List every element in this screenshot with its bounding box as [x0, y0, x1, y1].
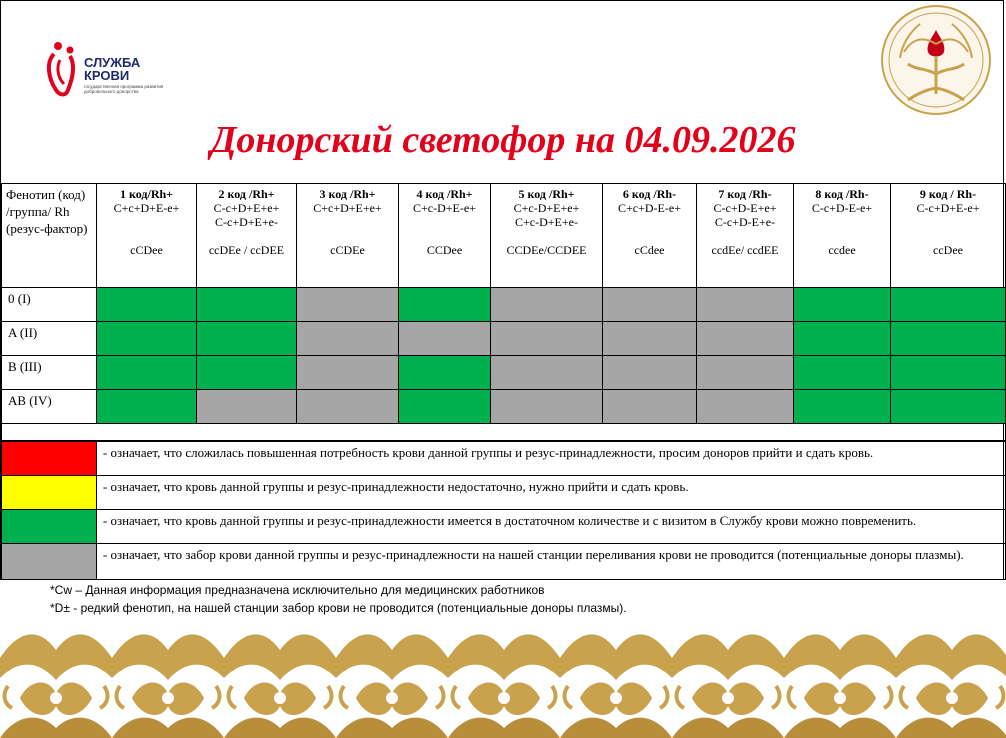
- column-header: 2 код /Rh+ C-c+D+E+e+ C-c+D+E+e- ccDEe / ccDEE: [197, 184, 297, 288]
- column-header: 1 код/Rh+ C+c+D+E-e+ cCDee: [97, 184, 197, 288]
- column-header: 6 код /Rh- C+c+D-E-e+ cCdee: [603, 184, 697, 288]
- status-cell-gray: [697, 322, 794, 356]
- status-cell-gray: [297, 356, 399, 390]
- status-cell-green: [794, 322, 891, 356]
- status-cell-gray: [491, 390, 603, 424]
- blood-group-row: [2, 288, 1006, 322]
- status-cell-gray: [603, 390, 697, 424]
- logo-brand-line2: КРОВИ: [84, 68, 130, 83]
- phenotype-table: [1, 183, 1006, 441]
- status-cell-green: [891, 390, 1006, 424]
- logo-brand-line1: СЛУЖБА: [84, 55, 141, 70]
- logo-subtitle: государственная программа развития добровольного донорства: [84, 84, 164, 94]
- tree-of-life-emblem-icon: [880, 4, 992, 116]
- footnote-d-rare: *D± - редкий фенотип, на нашей станции забор крови не проводится (потенциальные доноры плазмы).: [50, 601, 627, 615]
- legend-row: [2, 544, 1006, 580]
- status-cell-green: [399, 390, 491, 424]
- status-cell-green: [197, 322, 297, 356]
- sluzhba-krovi-logo: [46, 38, 166, 100]
- footnote-cw: *Cw – Данная информация предназначена исключительно для медицинских работников: [50, 583, 545, 597]
- logo-brand: [84, 56, 140, 82]
- ornament-band-icon: [0, 628, 1006, 738]
- status-cell-green: [97, 322, 197, 356]
- status-cell-gray: [603, 356, 697, 390]
- legend-text: - означает, что кровь данной группы и резус-принадлежности недостаточно, нужно прийти и сдать кровь.: [96, 476, 1005, 510]
- status-cell-gray: [491, 288, 603, 322]
- column-header: 3 код /Rh+ C+c+D+E+e+ cCDEe: [297, 184, 399, 288]
- status-cell-gray: [697, 390, 794, 424]
- spacer-row: [2, 424, 1006, 441]
- legend-text: - означает, что кровь данной группы и резус-принадлежности имеется в достаточном количестве и с визитом в Службу крови можно повременить.: [96, 510, 1005, 544]
- column-header: 5 код /Rh+ C+c-D+E+e+ C+c-D+E+e- CCDEe/CCDEE: [491, 184, 603, 288]
- legend-row: [2, 476, 1006, 510]
- status-cell-green: [794, 390, 891, 424]
- status-cell-green: [97, 288, 197, 322]
- status-cell-gray: [603, 322, 697, 356]
- legend-text: - означает, что сложилась повышенная потребность крови данной группы и резус-принадлежности, просим доноров прийти и сдать кровь.: [96, 442, 1005, 476]
- status-cell-gray: [603, 288, 697, 322]
- status-cell-green: [399, 356, 491, 390]
- blood-group-label: B (III): [2, 356, 97, 390]
- status-cell-gray: [399, 322, 491, 356]
- status-cell-gray: [297, 288, 399, 322]
- blood-group-label: A (II): [2, 322, 97, 356]
- status-cell-gray: [491, 322, 603, 356]
- blood-group-row: [2, 356, 1006, 390]
- blood-group-row: [2, 390, 1006, 424]
- status-cell-green: [891, 356, 1006, 390]
- column-header: 4 код /Rh+ C+c-D+E-e+ CCDee: [399, 184, 491, 288]
- status-cell-green: [794, 356, 891, 390]
- legend-table: [1, 441, 1006, 580]
- blood-group-label: 0 (I): [2, 288, 97, 322]
- status-cell-gray: [697, 288, 794, 322]
- status-cell-gray: [297, 322, 399, 356]
- status-cell-green: [197, 288, 297, 322]
- status-cell-green: [97, 356, 197, 390]
- legend-text: - означает, что забор крови данной группы и резус-принадлежности на нашей станции переливания крови не проводится (потенциальные доноры плазмы).: [96, 544, 1005, 580]
- legend-row: [2, 442, 1006, 476]
- spacer-cell: [2, 424, 1006, 441]
- legend-swatch: [2, 544, 97, 580]
- legend-swatch: [2, 476, 97, 510]
- legend-swatch: [2, 442, 97, 476]
- column-header: 7 код /Rh- C-c+D-E+e+ C-c+D-E+e- ccdEe/ ccdEE: [697, 184, 794, 288]
- legend-row: [2, 510, 1006, 544]
- corner-header: Фенотип (код) /группа/ Rh (резус-фактор): [2, 184, 97, 288]
- column-header: 8 код /Rh- C-c+D-E-e+ ccdee: [794, 184, 891, 288]
- legend-swatch: [2, 510, 97, 544]
- status-cell-green: [891, 288, 1006, 322]
- blood-group-row: [2, 322, 1006, 356]
- status-cell-green: [197, 356, 297, 390]
- status-cell-gray: [491, 356, 603, 390]
- status-cell-green: [891, 322, 1006, 356]
- status-cell-green: [399, 288, 491, 322]
- page-title: Донорский светофор на 04.09.2026: [210, 119, 796, 161]
- status-cell-gray: [697, 356, 794, 390]
- status-cell-green: [97, 390, 197, 424]
- blood-group-label: AB (IV): [2, 390, 97, 424]
- status-cell-green: [794, 288, 891, 322]
- status-cell-gray: [297, 390, 399, 424]
- status-cell-gray: [197, 390, 297, 424]
- donor-heart-icon: [46, 38, 82, 98]
- header-row: [2, 184, 1006, 288]
- column-header: 9 код / Rh- C-c+D+E-e+ ccDee: [891, 184, 1006, 288]
